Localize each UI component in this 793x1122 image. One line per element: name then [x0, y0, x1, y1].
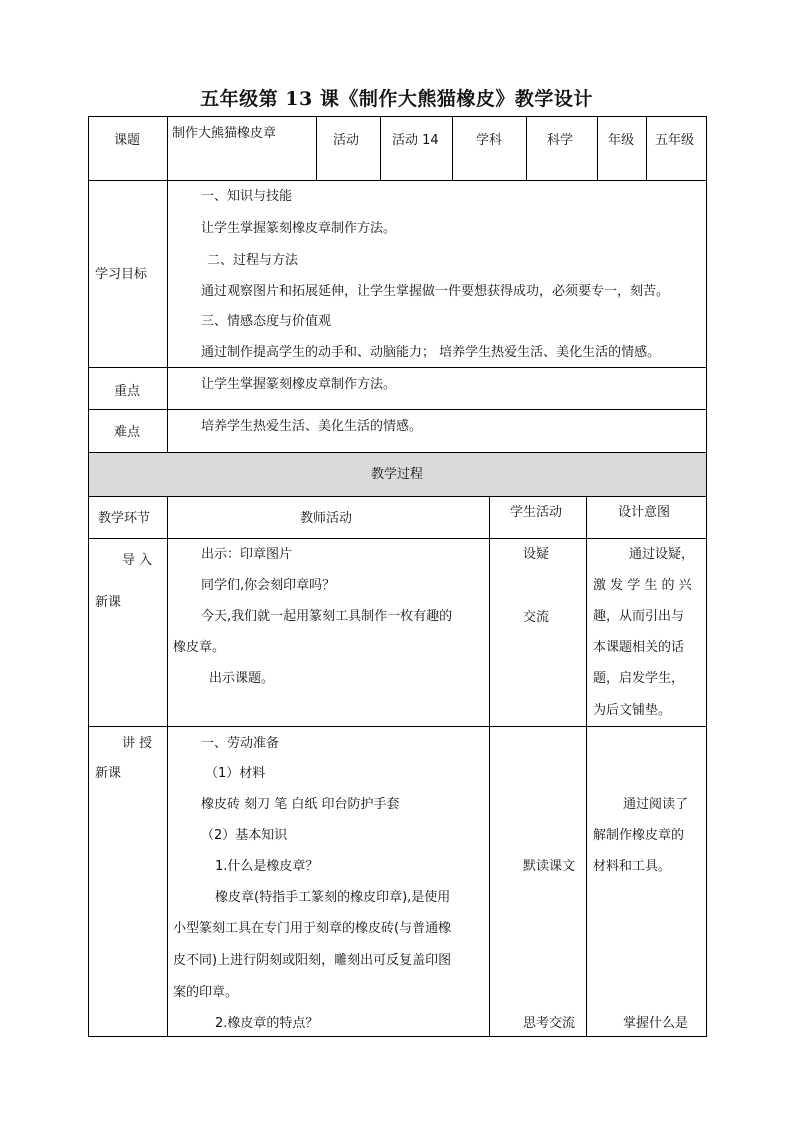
- intro-student-line: 交流: [523, 610, 550, 625]
- column-student: 学生活动: [510, 505, 563, 520]
- intro-teacher-line: 今天,我们就一起用篆刻工具制作一枚有趣的: [201, 609, 453, 624]
- activity-value: 活动 14: [392, 133, 439, 148]
- objective-line: 三、情感态度与价值观: [201, 314, 332, 329]
- intro-teacher-line: 同学们,你会刻印章吗？: [201, 578, 336, 593]
- objective-line: 通过观察图片和拓展延伸，让学生掌握做一件要想获得成功，必须要专一，刻苦。: [201, 284, 670, 299]
- grade-value: 五年级: [655, 133, 695, 148]
- teach-intent-line: 材料和工具。: [593, 859, 672, 874]
- topic-value: 制作大熊猫橡皮章: [172, 126, 277, 141]
- activity-label: 活动: [333, 133, 360, 148]
- teach-teacher-line: 小型篆刻工具在专门用于刻章的橡皮砖(与普通橡: [173, 921, 452, 936]
- intro-stage: 导 入: [122, 553, 153, 568]
- teach-intent-line: 掌握什么是: [623, 1016, 689, 1031]
- objective-line: 通过制作提高学生的动手和、动脑能力； 培养学生热爱生活、美化生活的情感。: [201, 345, 661, 360]
- intro-student-line: 设疑: [523, 547, 550, 562]
- teach-intent-line: 解制作橡皮章的: [593, 828, 685, 843]
- objectives-label: 学习目标: [95, 267, 148, 282]
- objective-line: 二、过程与方法: [207, 253, 299, 268]
- objective-line: 一、知识与技能: [201, 189, 293, 204]
- subject-value: 科学: [547, 133, 574, 148]
- key-point-text: 让学生掌握篆刻橡皮章制作方法。: [201, 377, 397, 392]
- teach-teacher-line: （2）基本知识: [201, 828, 288, 843]
- teach-teacher-line: 1.什么是橡皮章？: [215, 859, 319, 874]
- teach-teacher-line: 一、劳动准备: [201, 736, 280, 751]
- column-teacher: 教师活动: [300, 511, 353, 526]
- intro-intent-line: 为后文铺垫。: [593, 703, 672, 718]
- subject-label: 学科: [476, 133, 503, 148]
- teach-student-line: 默读课文: [523, 859, 576, 874]
- objective-line: 让学生掌握篆刻橡皮章制作方法。: [201, 221, 397, 236]
- key-point-label: 重点: [114, 384, 141, 399]
- intro-teacher-line: 橡皮章。: [173, 640, 226, 655]
- intro-stage-2: 新课: [95, 595, 122, 610]
- teach-teacher-line: 案的印章。: [173, 985, 239, 1000]
- teach-teacher-line: 皮不同)上进行阴刻或阳刻，雕刻出可反复盖印图: [173, 953, 452, 968]
- intro-intent-line: 题，启发学生，: [593, 671, 685, 686]
- teach-student-line: 思考交流: [523, 1016, 576, 1031]
- column-intent: 设计意图: [618, 505, 671, 520]
- teach-stage-2: 新课: [95, 766, 122, 781]
- teach-teacher-line: 橡皮章(特指手工篆刻的橡皮印章),是使用: [215, 890, 451, 905]
- intro-teacher-line: 出示课题。: [209, 671, 275, 686]
- process-header: 教学过程: [370, 467, 423, 482]
- teach-teacher-line: （1）材料: [205, 766, 266, 781]
- intro-intent-line: 激 发 学 生 的 兴: [593, 578, 692, 593]
- intro-intent-line: 趣，从而引出与: [593, 609, 685, 624]
- topic-label: 课题: [114, 133, 141, 148]
- document-title: 五年级第 13 课《制作大熊猫橡皮》教学设计: [200, 88, 593, 110]
- teach-intent-line: 通过阅读了: [623, 797, 689, 812]
- intro-intent-line: 本课题相关的话: [593, 640, 685, 655]
- difficulty-label: 难点: [114, 425, 141, 440]
- teach-teacher-line: 橡皮砖 刻刀 笔 白纸 印台防护手套: [201, 797, 400, 812]
- intro-teacher-line: 出示：印章图片: [201, 547, 293, 562]
- column-stage: 教学环节: [98, 511, 151, 526]
- teach-teacher-line: 2.橡皮章的特点？: [215, 1016, 319, 1031]
- teach-stage: 讲 授: [122, 736, 153, 751]
- grade-label: 年级: [608, 133, 635, 148]
- difficulty-text: 培养学生热爱生活、美化生活的情感。: [201, 419, 423, 434]
- intro-intent-line: 通过设疑，: [629, 547, 695, 562]
